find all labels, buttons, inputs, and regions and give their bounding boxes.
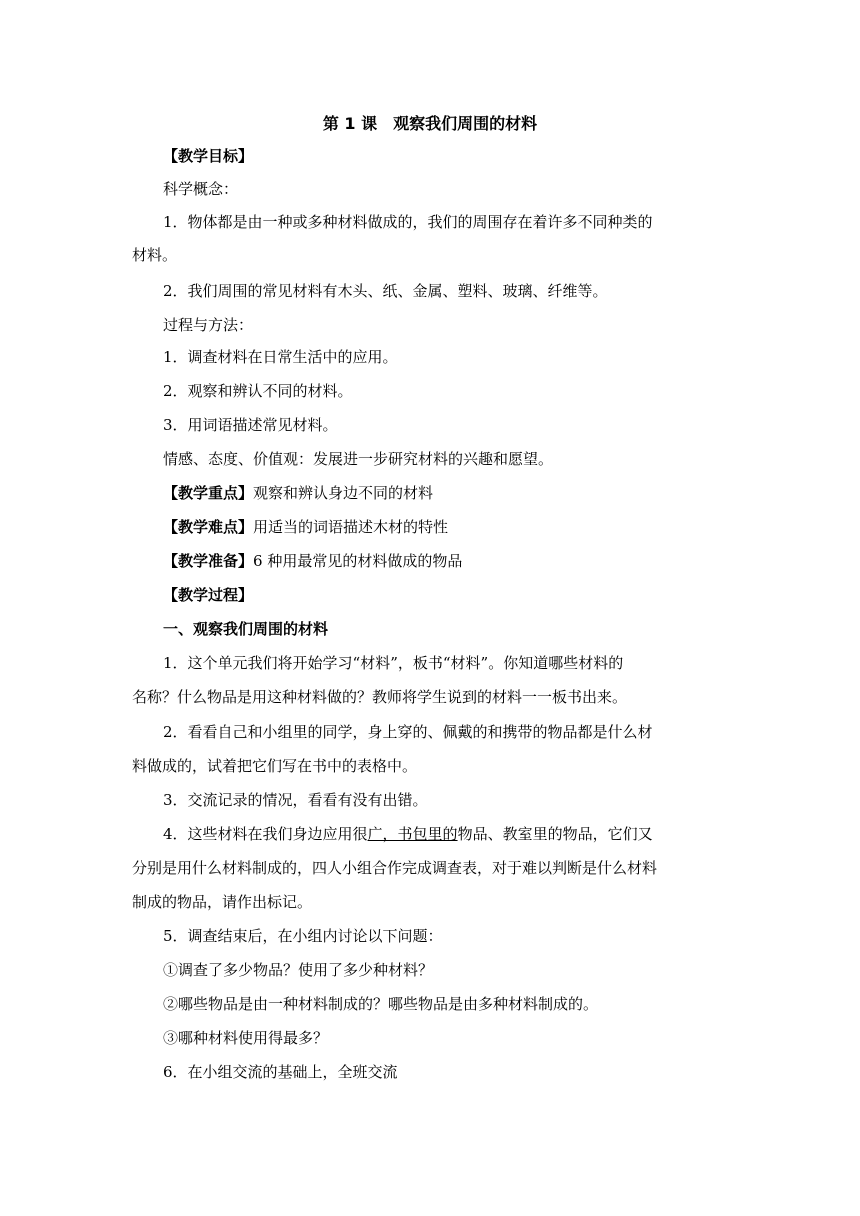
step-2-cont: 料做成的，试着把它们写在书中的表格中。 (132, 757, 418, 775)
process-heading: 【教学过程】 (163, 586, 254, 604)
preparation (163, 550, 763, 572)
difficulty-label: 【教学难点】 (163, 518, 254, 536)
page-title: 第 1 课 观察我们周围的材料 (322, 114, 538, 133)
step-6: 6．在小组交流的基础上，全班交流 (163, 1063, 398, 1081)
key-point-label: 【教学重点】 (163, 484, 254, 502)
step-4 (163, 823, 763, 845)
step-1-cont: 名称？什么物品是用这种材料做的？教师将学生说到的材料一一板书出来。 (132, 688, 628, 706)
step-4-text-a: 4．这些材料在我们身边应用很 (163, 825, 368, 843)
step-4-cont-1: 分别是用什么材料制成的，四人小组合作完成调查表，对于难以判断是什么材料 (132, 859, 658, 877)
preparation-label: 【教学准备】 (163, 552, 254, 570)
question-1: ①调查了多少物品？使用了多少种材料？ (163, 961, 434, 979)
key-point (163, 482, 763, 504)
question-3: ③哪种材料使用得最多？ (163, 1029, 329, 1047)
emotion-goal: 情感、态度、价值观：发展进一步研究材料的兴趣和愿望。 (163, 450, 554, 468)
key-point-text: 观察和辨认身边不同的材料 (253, 484, 434, 502)
concept-item-2: 2．我们周围的常见材料有木头、纸、金属、塑料、玻璃、纤维等。 (163, 282, 608, 300)
process-item-2: 2．观察和辨认不同的材料。 (163, 382, 353, 400)
difficulty-point (163, 516, 763, 538)
preparation-text: 6 种用最常见的材料做成的物品 (253, 552, 463, 570)
objectives-heading: 【教学目标】 (163, 147, 254, 165)
process-label: 过程与方法： (163, 316, 254, 334)
step-5: 5．调查结束后，在小组内讨论以下问题： (163, 927, 443, 945)
step-4-cont-2: 制成的物品，请作出标记。 (132, 893, 313, 911)
step-2: 2．看看自己和小组里的同学，身上穿的、佩戴的和携带的物品都是什么材 (163, 723, 653, 741)
process-item-3: 3．用词语描述常见材料。 (163, 416, 338, 434)
step-4-underlined: 广，书包里的 (367, 825, 458, 843)
section-heading-1: 一、观察我们周围的材料 (163, 620, 329, 638)
process-item-1: 1．调查材料在日常生活中的应用。 (163, 348, 398, 366)
concept-item-1: 1．物体都是由一种或多种材料做成的，我们的周围存在着许多不同种类的 (163, 213, 653, 231)
concept-item-1-cont: 材料。 (132, 246, 178, 264)
concept-label: 科学概念： (163, 180, 239, 198)
question-2: ②哪些物品是由一种材料制成的？哪些物品是由多种材料制成的。 (163, 995, 599, 1013)
step-3: 3．交流记录的情况，看看有没有出错。 (163, 791, 428, 809)
difficulty-text: 用适当的词语描述木材的特性 (253, 518, 449, 536)
step-4-text-b: 物品、教室里的物品，它们又 (457, 825, 653, 843)
step-1: 1．这个单元我们将开始学习“材料”，板书“材料”。你知道哪些材料的 (163, 654, 624, 672)
